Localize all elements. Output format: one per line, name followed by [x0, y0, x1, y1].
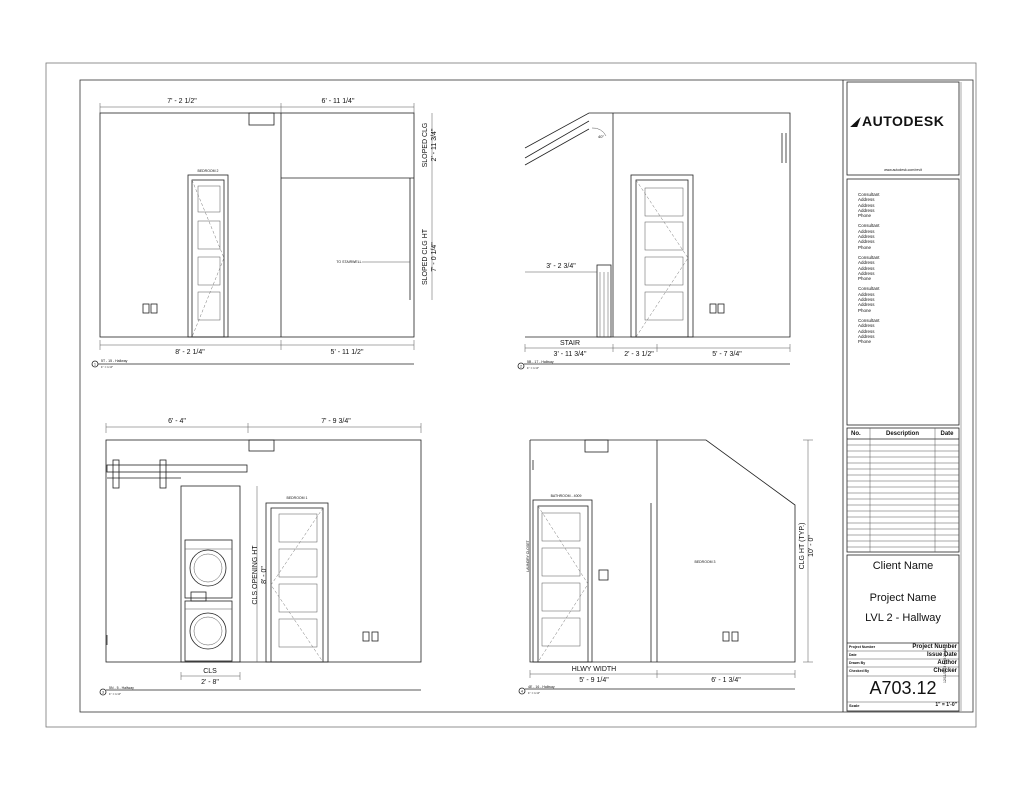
consultant-line: Phone — [858, 339, 872, 345]
consultant-line: Address — [858, 265, 875, 271]
svg-text:2: 2 — [520, 364, 522, 369]
consultant-line: Address — [858, 328, 875, 334]
v2-dim-bottom-1: 3' - 11 3/4" — [553, 351, 587, 358]
sheet-outer-border — [46, 63, 976, 727]
autodesk-url: www.autodesk.com/revit — [884, 168, 922, 172]
v4-view-scale: 1" = 1'-0" — [528, 691, 541, 695]
field-label: Date — [849, 653, 857, 657]
svg-text:3: 3 — [102, 690, 104, 695]
consultant-block — [858, 192, 880, 218]
v4-dim-bottom-1: 5' - 9 1/4" — [579, 677, 609, 684]
consultant-line: Address — [858, 228, 875, 234]
project-name: Project Name — [869, 592, 937, 604]
consultant-line: Address — [858, 323, 875, 329]
consultant-line: Phone — [858, 276, 872, 282]
v3-door-tag: BEDROOM 1 — [286, 496, 308, 500]
scale-value: 1" = 1'-0" — [935, 702, 957, 708]
consultant-line: Address — [858, 333, 875, 339]
client-name: Client Name — [872, 560, 934, 572]
consultant-line: Address — [858, 207, 875, 213]
v1-view-title: 5T - 15 - Hallway — [101, 359, 128, 363]
rev-header-no: No. — [851, 431, 861, 437]
v2-stair-label: STAIR — [559, 340, 581, 347]
v3-view-scale: 1" = 1'-0" — [109, 692, 122, 696]
consultant-line: Address — [858, 270, 875, 276]
consultant-line: Address — [858, 234, 875, 240]
v2-angle: 40° — [597, 134, 605, 139]
field-label: Drawn By — [849, 661, 866, 665]
v2-dim-bottom-3: 5' - 7 3/4" — [712, 351, 742, 358]
consultants-list — [858, 192, 880, 349]
svg-text:1: 1 — [94, 362, 96, 367]
consultant-line: Phone — [858, 244, 872, 250]
consultant-line: Address — [858, 239, 875, 245]
consultant-name: Consultant — [858, 317, 880, 323]
v2-view-title: 5B - 17 - Hallway — [527, 360, 554, 364]
v3-cls-label: CLS — [203, 668, 217, 675]
v4-view-title: 4E - 16 - Hallway — [528, 685, 555, 689]
consultant-line: Address — [858, 302, 875, 308]
field-value: Project Number — [912, 644, 957, 650]
consultant-line: Address — [858, 197, 875, 203]
consultant-name: Consultant — [858, 286, 880, 292]
v1-dim-top-2: 6' - 11 1/4" — [321, 98, 355, 105]
field-value: Issue Date — [926, 652, 957, 658]
consultant-name: Consultant — [858, 223, 880, 229]
scale-label: Scale — [849, 703, 860, 708]
consultant-line: Address — [858, 291, 875, 297]
v4-hall-label: HLWY WIDTH — [571, 666, 617, 673]
v4-dim-bottom-2: 6' - 1 3/4" — [711, 677, 741, 684]
autodesk-logo-icon — [850, 117, 861, 127]
v1-dim-right-top: SLOPED CLG 2' - 11 3/4" — [422, 122, 438, 168]
v1-note: TO STAIRWELL — [336, 260, 362, 264]
v1-view-scale: 1" = 1'-0" — [101, 365, 114, 369]
v1-door-tag: BEDROOM 2 — [197, 169, 219, 173]
consultant-name: Consultant — [858, 192, 880, 197]
consultant-line: Address — [858, 202, 875, 208]
consultant-block — [858, 286, 880, 312]
v3-view-title: 5N - 5 - Hallway — [109, 686, 134, 690]
v4-dim-right: CLG HT (TYP.) 10' - 0" — [799, 522, 815, 570]
field-label: Checked By — [849, 669, 870, 673]
rev-header-description: Description — [885, 431, 919, 437]
v2-view-scale: 1" = 1'-0" — [527, 366, 540, 370]
v2-dim-rail: 3' - 2 3/4" — [546, 263, 576, 270]
field-value: Checker — [933, 668, 957, 674]
v3-dim-top-1: 6' - 4" — [168, 418, 186, 425]
v1-dim-bottom-2: 5' - 11 1/2" — [330, 349, 364, 356]
v1-dim-top-1: 7' - 2 1/2" — [167, 98, 197, 105]
consultant-line: Phone — [858, 213, 872, 219]
svg-text:4: 4 — [521, 689, 523, 694]
rev-header-date: Date — [940, 431, 954, 437]
v3-dim-top-2: 7' - 9 3/4" — [321, 418, 351, 425]
field-value: Author — [937, 660, 957, 666]
consultant-block — [858, 318, 880, 344]
v1-dim-right-bottom: SLOPED CLG HT 7' - 0 1/4" — [422, 228, 438, 286]
consultant-line: Phone — [858, 307, 872, 313]
consultant-block — [858, 255, 880, 281]
v4-door-tag: BATHROOM - 4009 — [550, 494, 582, 498]
autodesk-logo: AUTODESK — [852, 113, 944, 129]
consultant-name: Consultant — [858, 254, 880, 260]
v1-dim-bottom-1: 8' - 2 1/4" — [175, 349, 205, 356]
sheet-number: A703.12 — [869, 678, 937, 698]
consultant-line: Address — [858, 297, 875, 303]
print-date: 12/11/2023 4:05:22 AM — [943, 647, 947, 683]
v3-cls-dim: 2' - 8" — [201, 679, 219, 686]
v2-dim-bottom-2: 2' - 3 1/2" — [624, 351, 654, 358]
sheet-name: LVL 2 - Hallway — [865, 612, 941, 624]
field-label: Project Number — [849, 645, 876, 649]
v4-door-side: LAUNDRY CLOSET — [526, 540, 530, 572]
consultant-line: Address — [858, 260, 875, 266]
v4-room-tag: BEDROOM 3 — [694, 560, 716, 564]
v3-dim-opening: CLS OPENING HT 8' - 0" — [252, 545, 268, 605]
consultant-block — [858, 223, 880, 249]
